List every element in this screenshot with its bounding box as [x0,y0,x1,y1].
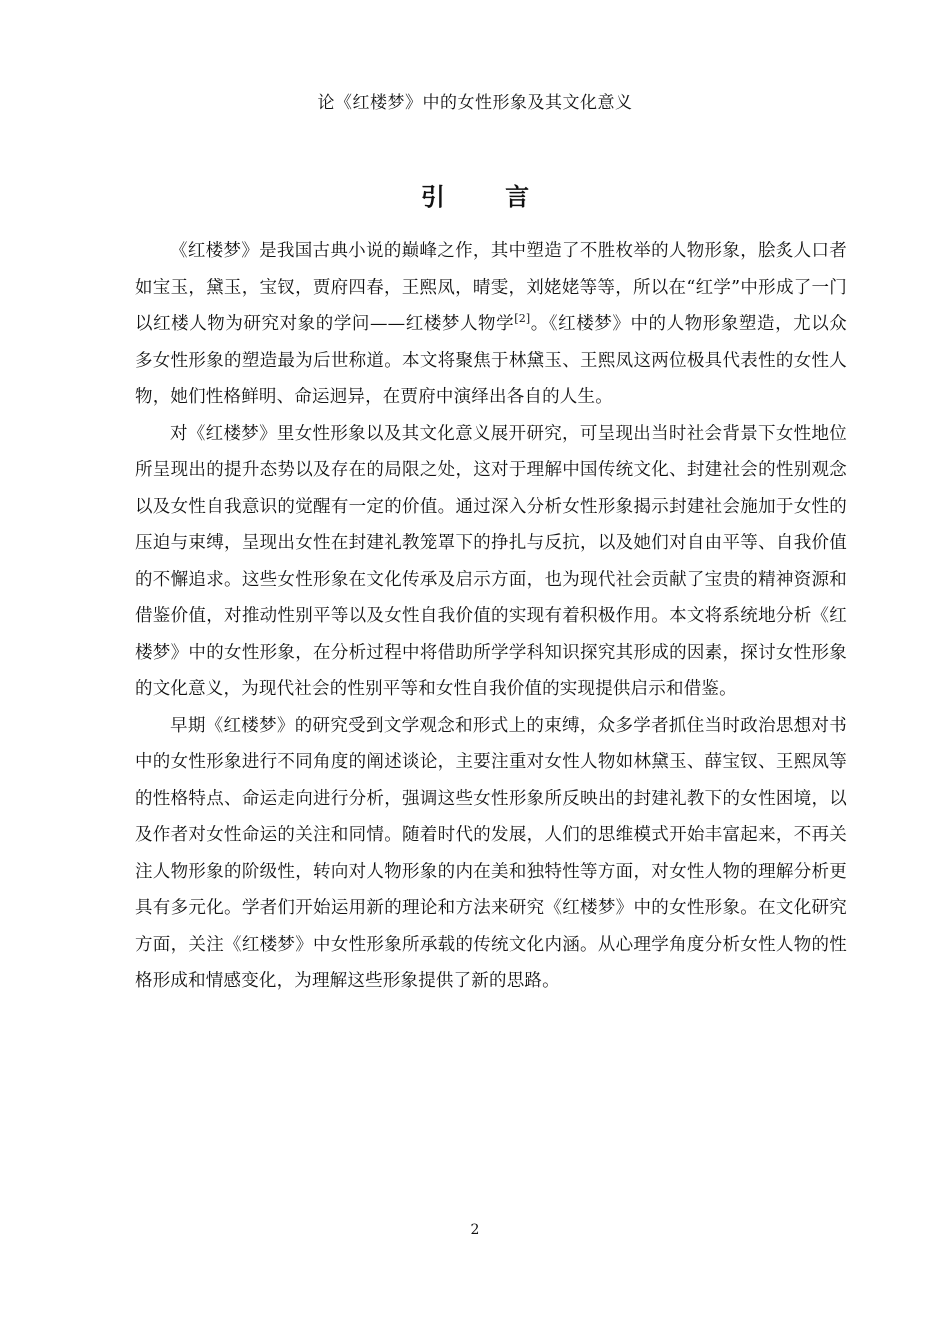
body-text [135,233,847,1000]
citation-reference: [2] [514,312,531,326]
paragraph-3: 早期《红楼梦》的研究受到文学观念和形式上的束缚，众多学者抓住当时政治思想对书中的女性形象进行不同角度的阐述谈论，主要注重对女性人物如林黛玉、薛宝钗、王熙凤等的性格特点、命运走向进行分析，强调这些女性形象所反映出的封建礼教下的女性困境，以及作者对女性命运的关注和同情。随着时代的发展，人们的思维模式开始丰富起来，不再关注人物形象的阶级性，转向对人物形象的内在美和独特性等方面，对女性人物的理解分析更具有多元化。学者们开始运用新的理论和方法来研究《红楼梦》中的女性形象。在文化研究方面，关注《红楼梦》中女性形象所承载的传统文化内涵。从心理学角度分析女性人物的性格形成和情感变化，为理解这些形象提供了新的思路。 [135,715,847,991]
paragraph-1 [135,233,847,416]
paragraph-1-text: 《红楼梦》是我国古典小说的巅峰之作，其中塑造了不胜枚举的人物形象，脍炙人口者如宝玉，黛玉，宝钗，贾府四春，王熙凤，晴雯，刘姥姥等等，所以在“红学”中形成了一门以红楼人物为研究对象的学问——红楼梦人物学 [135,241,847,334]
page-number: 2 [470,1222,480,1238]
paragraph-2: 对《红楼梦》里女性形象以及其文化意义展开研究，可呈现出当时社会背景下女性地位所呈现出的提升态势以及存在的局限之处，这对于理解中国传统文化、封建社会的性别观念以及女性自我意识的觉醒有一定的价值。通过深入分析女性形象揭示封建社会施加于女性的压迫与束缚，呈现出女性在封建礼教笼罩下的挣扎与反抗，以及她们对自由平等、自我价值的不懈追求。这些女性形象在文化传承及启示方面，也为现代社会贡献了宝贵的精神资源和借鉴价值，对推动性别平等以及女性自我价值的实现有着积极作用。本文将系统地分析《红楼梦》中的女性形象，在分析过程中将借助所学学科知识探究其形成的因素，探讨女性形象的文化意义，为现代社会的性别平等和女性自我价值的实现提供启示和借鉴。 [135,423,847,699]
running-header-title: 论《红楼梦》中的女性形象及其文化意义 [317,93,633,113]
paragraph-1-text-continued: 。《红楼梦》中的人物形象塑造，尤以众多女性形象的塑造最为后世称道。本文将聚焦于林黛玉、王熙凤这两位极具代表性的女性人物，她们性格鲜明、命运迥异，在贾府中演绎出各自的人生。 [135,314,847,407]
section-heading: 引 言 [420,182,556,211]
